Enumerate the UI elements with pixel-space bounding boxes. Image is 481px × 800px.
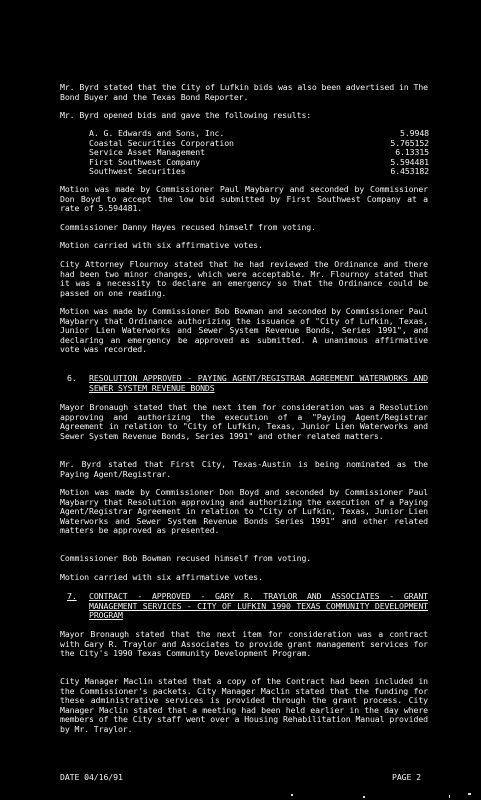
bid-firm: Coastal Securities Corporation xyxy=(89,138,234,148)
paragraph-paying-agent: Mr. Byrd stated that First City, Texas-Austin is being nominated as the Paying Agent/Registrar. xyxy=(60,459,428,479)
bid-rate: 5.9948 xyxy=(400,128,429,138)
bid-rate: 5.765152 xyxy=(390,138,429,148)
footer-date: DATE 04/16/91 xyxy=(60,772,123,782)
bid-firm: First Southwest Company xyxy=(89,157,201,167)
bid-rate: 6.13315 xyxy=(395,147,429,157)
agenda-item-title: CONTRACT - APPROVED - GARY R. TRAYLOR AND ASSOCIATES - GRANT MANAGEMENT SERVICES - CITY OF LUFKIN 1990 TEXAS COMMUNITY DEVELOPMENT PROGRAM xyxy=(89,591,428,621)
paragraph-bond-advertisement: Mr. Byrd stated that the City of Lufkin bids was also been advertised in The Bond Buyer and the Texas Bond Reporter. xyxy=(60,82,428,102)
paragraph-motion-carried-1: Motion carried with six affirmative votes. xyxy=(60,240,263,250)
paragraph-resolution-intro: Mayor Bronaugh stated that the next item for consideration was a Resolution approving and authorizing the execution of a "Paying Agent/Registrar Agreement in relation to "City of Lufkin, Texas, Junior Lien Waterworks and Sewer System Revenue Bonds, Series 1991" and other related matters. xyxy=(60,402,428,441)
bid-firm: A. G. Edwards and Sons, Inc. xyxy=(89,128,225,138)
paragraph-motion-resolution: Motion was made by Commissioner Don Boyd and seconded by Commissioner Paul Maybarry that Resolution approving and authorizing the execution of a Paying Agent/Registrar Agreement in relation to "City of Lufkin, Texas, Junior Lien Waterworks and Sewer System Revenue Bonds Series 1991" and other related matters be approved as presented. xyxy=(60,487,428,536)
footer-page-number: PAGE 2 xyxy=(392,772,421,782)
bid-firm: Service Asset Management xyxy=(89,147,205,157)
paragraph-attorney-review: City Attorney Flournoy stated that he had reviewed the Ordinance and there had been two minor changes, which were acceptable. Mr. Flournoy stated that it was a necessity to declare an emergency so that the Ordinance could be passed on one reading. xyxy=(60,259,428,298)
paragraph-motion-bid: Motion was made by Commissioner Paul Maybarry and seconded by Commissioner Don Boyd to accept the low bid submitted by First Southwest Company at a rate of 5.594481. xyxy=(60,184,428,214)
agenda-item-number: 7. xyxy=(67,591,77,601)
paragraph-bids-opened: Mr. Byrd opened bids and gave the following results: xyxy=(60,110,312,120)
paragraph-city-manager: City Manager Maclin stated that a copy of the Contract had been included in the Commissioner's packets. City Manager Maclin stated that the funding for these administrative services is provided through the grant process. City Manager Maclin stated that a meeting had been held earlier in the day where members of the City staff went over a Housing Rehabilitation Manual provided by Mr. Traylor. xyxy=(60,676,428,734)
paragraph-recusal-bowman: Commissioner Bob Bowman recused himself from voting. xyxy=(60,553,312,563)
paragraph-recusal-hayes: Commissioner Danny Hayes recused himself from voting. xyxy=(60,222,316,232)
bid-rate: 6.453182 xyxy=(390,166,429,176)
bid-rate: 5.594481 xyxy=(390,157,429,167)
paragraph-motion-ordinance: Motion was made by Commissioner Bob Bowman and seconded by Commissioner Paul Maybarry that Ordinance authorizing the issuance of "City of Lufkin, Texas, Junior Lien Waterworks and Sewer System Revenue Bonds, Series 1991", and declaring an emergency be approved as submitted. A unanimous affirmative vote was recorded. xyxy=(60,306,428,355)
bid-firm: Southwest Securities xyxy=(89,166,186,176)
agenda-item-number: 6. xyxy=(67,373,77,383)
agenda-item-title: RESOLUTION APPROVED - PAYING AGENT/REGISTRAR AGREEMENT WATERWORKS AND SEWER SYSTEM REVENUE BONDS xyxy=(89,373,428,393)
paragraph-contract-intro: Mayor Bronaugh stated that the next item for consideration was a contract with Gary R. Traylor and Associates to provide grant management services for the City's 1990 Texas Community Development Program. xyxy=(60,629,428,659)
paragraph-motion-carried-2: Motion carried with six affirmative votes. xyxy=(60,572,263,582)
